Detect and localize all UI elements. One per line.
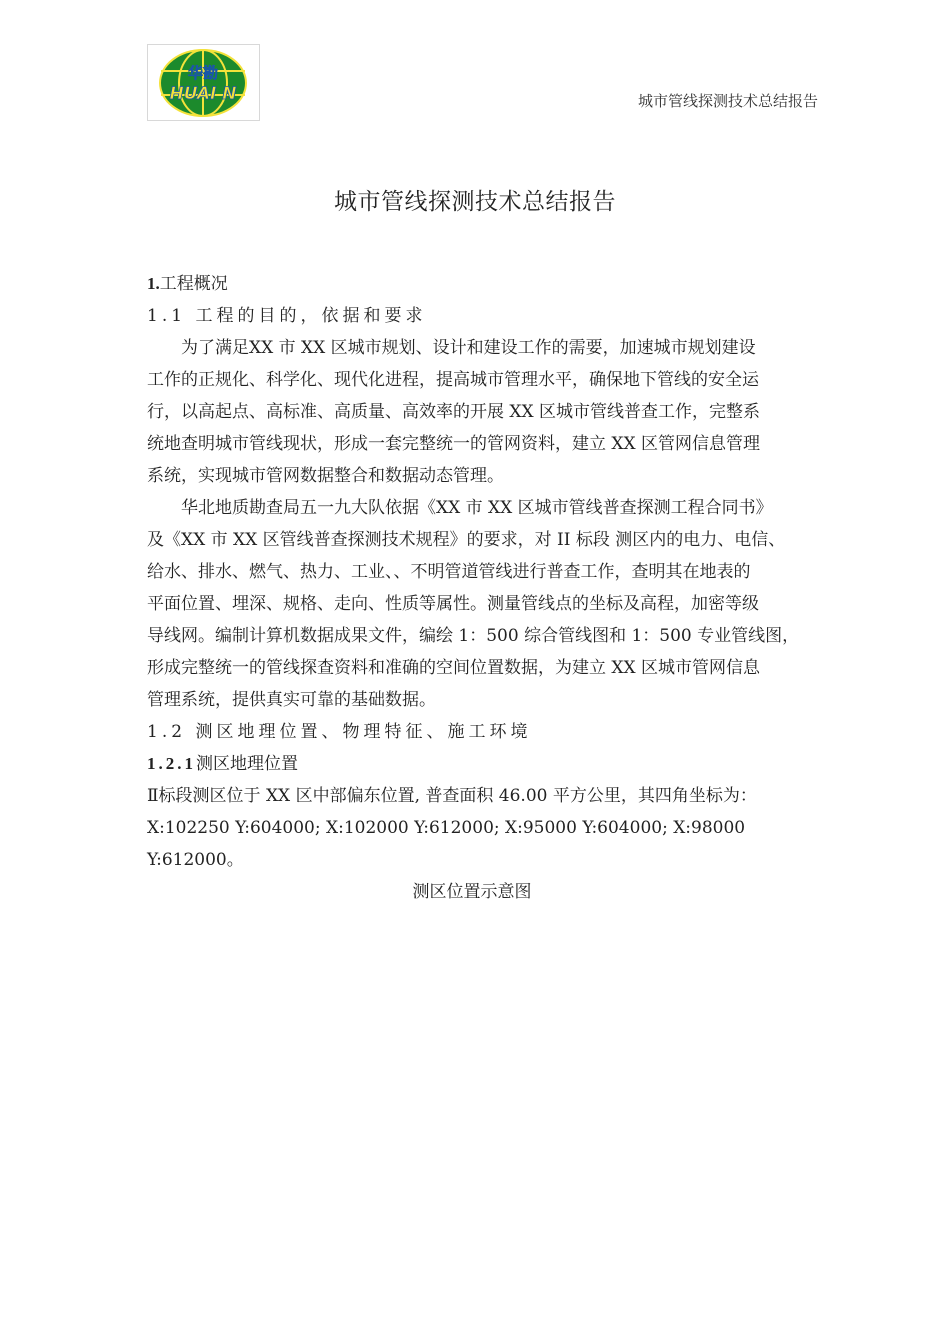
section-heading-1-2: 1.2 测区地理位置、物理特征、施工环境 <box>147 722 532 742</box>
section-title: 测区地理位置 <box>196 754 298 774</box>
document-body <box>147 268 847 908</box>
paragraph-line: 行，以高起点、高标准、高质量、高效率的开展 XX 区城市管线普查工作，完整系 <box>147 402 761 422</box>
paragraph-line: 平面位置、埋深、规格、走向、性质等属性。测量管线点的坐标及高程，加密等级 <box>147 594 759 614</box>
paragraph-location <box>147 780 847 876</box>
logo-text-top: 华勘 <box>187 64 219 82</box>
section-heading-1 <box>147 268 847 300</box>
paragraph-line: 系统，实现城市管网数据整合和数据动态管理。 <box>147 466 504 486</box>
section-number: 1.2.1 <box>147 754 196 773</box>
paragraph-basis <box>147 492 847 716</box>
paragraph-line: 给水、排水、燃气、热力、工业、、不明管道管线进行普查工作，查明其在地表的 <box>147 562 751 582</box>
document-title: 城市管线探测技术总结报告 <box>334 189 616 215</box>
section-number: 1. <box>147 274 160 293</box>
section-heading-1-1: 1.1 工程的目的，依据和要求 <box>147 306 427 326</box>
company-logo <box>147 44 260 121</box>
paragraph-line: 管理系统，提供真实可靠的基础数据。 <box>147 690 436 710</box>
paragraph-line: 形成完整统一的管线探查资料和准确的空间位置数据，为建立 XX 区城市管网信息 <box>147 658 761 678</box>
globe-logo-icon <box>148 45 259 120</box>
paragraph-line: 华北地质勘查局五一九大队依据《XX 市 XX 区城市管线普查探测工程合同书》 <box>181 498 773 518</box>
paragraph-line: 及《XX 市 XX 区管线普查探测技术规程》的要求，对 II 标段 测区内的电力、电信、 <box>147 530 786 550</box>
paragraph-line: X:102250 Y:604000; X:102000 Y:612000; X:95000 Y:604000; X:98000 Y:612000。 <box>147 818 746 870</box>
paragraph-purpose <box>147 332 847 492</box>
paragraph-line: 为了满足XX 市 XX 区城市规划、设计和建设工作的需要，加速城市规划建设 <box>181 338 756 358</box>
running-header: 城市管线探测技术总结报告 <box>637 92 818 110</box>
paragraph-line: 工作的正规化、科学化、现代化进程，提高城市管理水平，确保地下管线的安全运 <box>147 370 759 390</box>
logo-text-bottom: HUAI N <box>169 84 237 104</box>
paragraph-line: 统地查明城市管线现状，形成一套完整统一的管网资料，建立 XX 区管网信息管理 <box>147 434 761 454</box>
section-heading-1-2-1 <box>147 748 847 780</box>
figure-caption: 测区位置示意图 <box>412 882 532 902</box>
section-title: 工程概况 <box>159 274 228 294</box>
paragraph-line: Ⅱ标段测区位于 XX 区中部偏东位置, 普查面积 46.00 平方公里，其四角坐标为： <box>147 786 757 806</box>
paragraph-line: 导线网。编制计算机数据成果文件，编绘 1：500 综合管线图和 1：500 专业管线图， <box>147 626 800 646</box>
